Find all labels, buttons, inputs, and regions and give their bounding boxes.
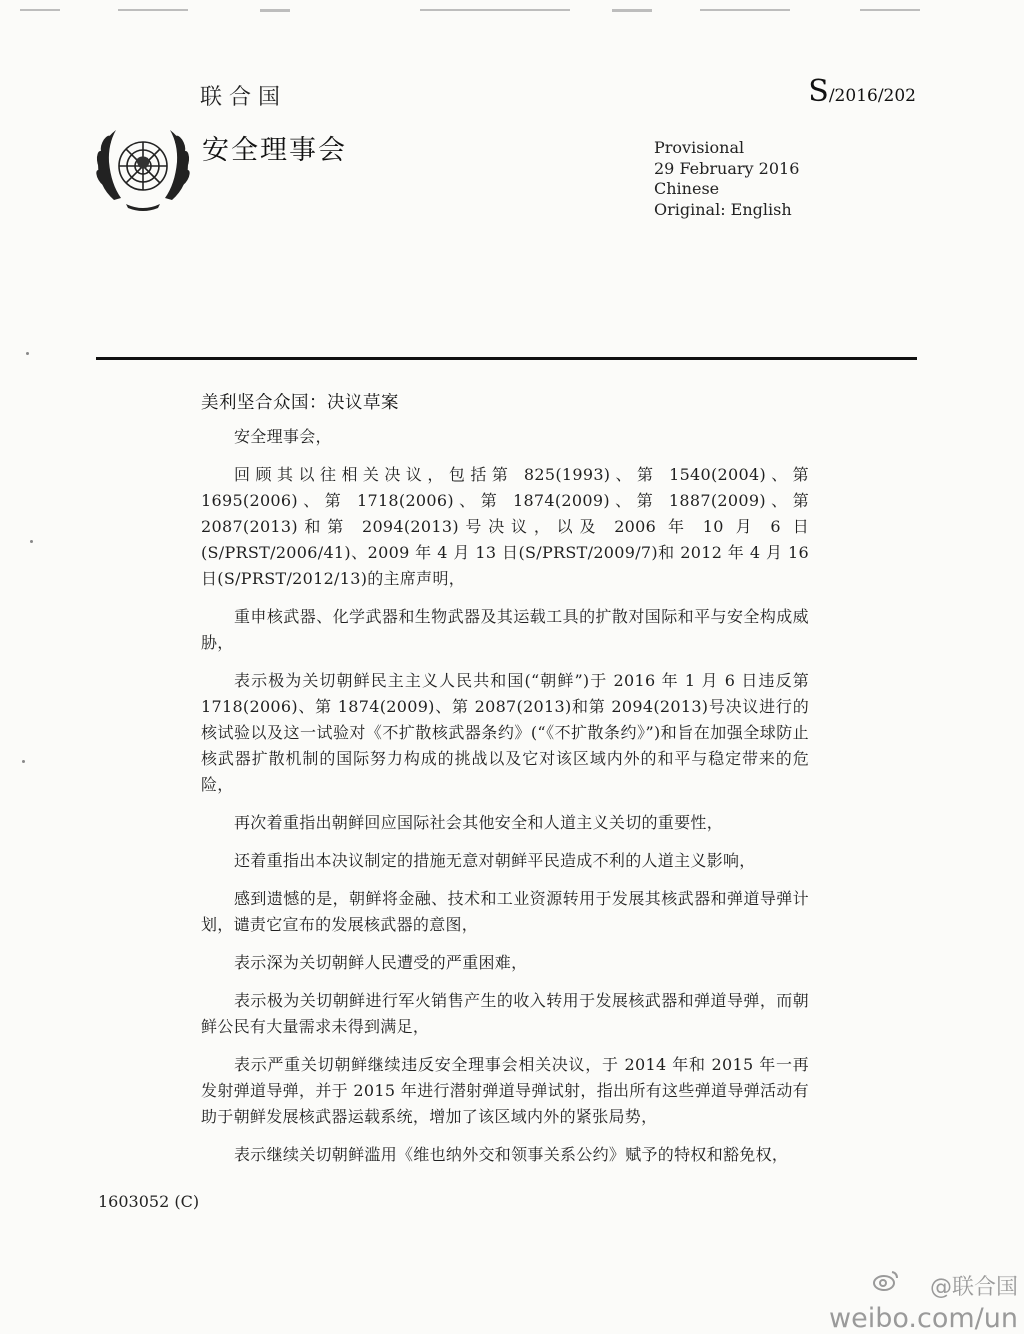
job-number: 1603052 (C) bbox=[98, 1192, 200, 1211]
preamble-paragraph: 还着重指出本决议制定的措施无意对朝鲜平民造成不利的人道主义影响， bbox=[234, 851, 756, 870]
preamble-paragraph: 再次着重指出朝鲜回应国际社会其他安全和人道主义关切的重要性， bbox=[234, 813, 724, 832]
preamble-paragraph: 表示深为关切朝鲜人民遭受的严重困难， bbox=[234, 953, 528, 972]
watermark-handle: @联合国 bbox=[929, 1275, 1018, 1300]
document-meta bbox=[654, 138, 799, 220]
document-symbol-prefix: S bbox=[808, 74, 829, 109]
scan-edge-noise bbox=[0, 0, 1024, 6]
preamble-paragraph: 表示继续关切朝鲜滥用《维也纳外交和领事关系公约》赋予的特权和豁免权， bbox=[234, 1145, 789, 1164]
watermark-url: weibo.com/un bbox=[829, 1303, 1018, 1334]
preamble-paragraph: 回顾其以往相关决议，包括第 825(1993)、第 1540(2004)、第 1695(2006)、第 1718(2006)、第 1874(2009)、第 1887(2009)、第 2087(2013)和第 2094(2013)号决议，以及 2006 年 10 月 6 日(S/PRST/2006/41)、2009 年 4 月 13 日(S/PRST/2009/7)和 2012 年 4 月 16 日(S/PRST/2012/13)的主席声明， bbox=[201, 465, 809, 588]
draft-resolution-title: 美利坚合众国：决议草案 bbox=[201, 393, 399, 413]
preamble-paragraph: 表示极为关切朝鲜民主主义人民共和国(“朝鲜”)于 2016 年 1 月 6 日违反第 1718(2006)、第 1874(2009)、第 2087(2013)和第 2094(2013)号决议进行的核试验以及这一试验对《不扩散核武器条约》(“《不扩散条约》”)和旨在加强全球防止核武器扩散机制的国际努力构成的挑战以及它对该区域内外的和平与稳定带来的危险， bbox=[201, 671, 809, 794]
preamble-paragraph: 表示极为关切朝鲜进行军火销售产生的收入转用于发展核武器和弹道导弹，而朝鲜公民有大量需求未得到满足， bbox=[201, 991, 809, 1036]
un-emblem-icon bbox=[92, 120, 194, 214]
organization-name: 联合国 bbox=[200, 85, 288, 110]
resolution-body bbox=[201, 424, 809, 1180]
scan-speck bbox=[22, 760, 25, 763]
preamble-paragraph: 重申核武器、化学武器和生物武器及其运载工具的扩散对国际和平与安全构成威胁， bbox=[201, 607, 809, 652]
preamble-paragraph: 安全理事会， bbox=[234, 427, 332, 446]
document-symbol-number: /2016/202 bbox=[828, 86, 916, 106]
security-council-title: 安全理事会 bbox=[202, 135, 347, 166]
weibo-watermark bbox=[829, 1270, 1018, 1334]
scan-speck bbox=[26, 352, 29, 355]
document-symbol bbox=[808, 74, 916, 109]
meta-date: 29 February 2016 bbox=[654, 158, 800, 178]
scan-speck bbox=[30, 540, 33, 543]
meta-original: Original: English bbox=[654, 199, 792, 219]
header-rule bbox=[96, 357, 917, 360]
meta-distribution: Provisional bbox=[654, 138, 745, 157]
meta-language: Chinese bbox=[654, 179, 720, 198]
preamble-paragraph: 感到遗憾的是，朝鲜将金融、技术和工业资源转用于发展其核武器和弹道导弹计划，谴责它宣布的发展核武器的意图， bbox=[201, 889, 809, 934]
preamble-paragraph: 表示严重关切朝鲜继续违反安全理事会相关决议，于 2014 年和 2015 年一再发射弹道导弹，并于 2015 年进行潜射弹道导弹试射，指出所有这些弹道导弹活动有助于朝鲜发展核武器运载系统，增加了该区域内外的紧张局势， bbox=[201, 1055, 809, 1126]
